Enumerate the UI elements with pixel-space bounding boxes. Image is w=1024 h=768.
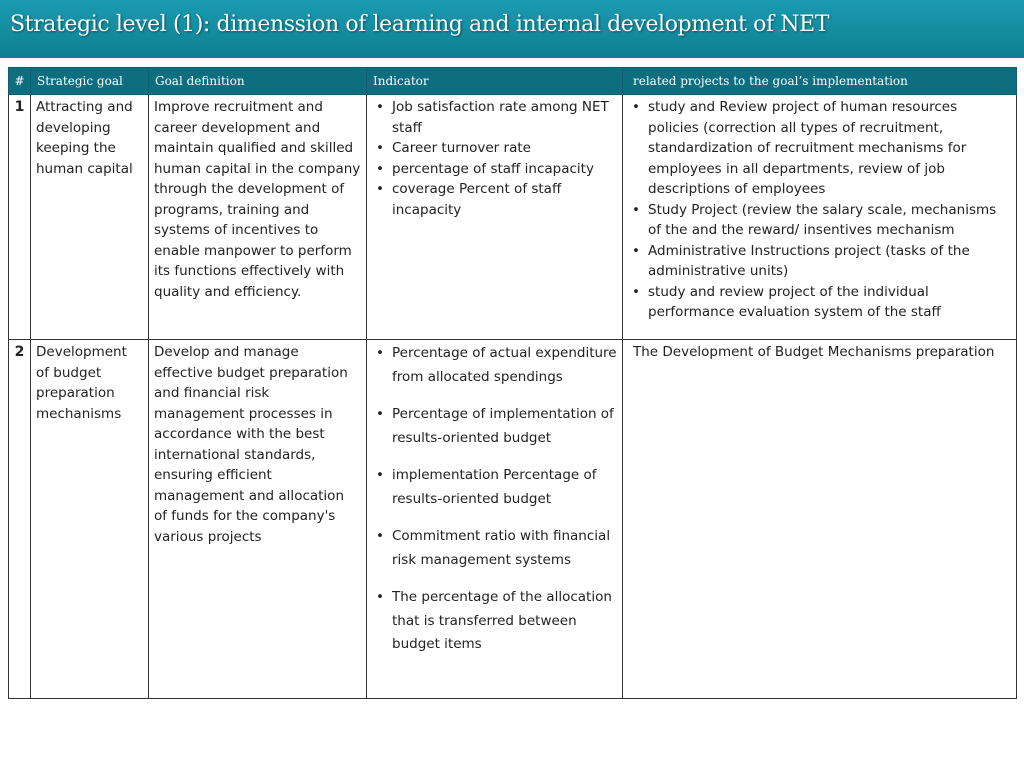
list-item: • implementation Percentage of results-oriented budget [372, 464, 617, 511]
strategic-goal-cell: Attracting and developing keeping the human capital [31, 95, 149, 340]
list-item: • Career turnover rate [372, 138, 617, 159]
table-header-row [9, 68, 1017, 95]
indicator-list [372, 97, 617, 220]
goal-definition-cell: Develop and manage effective budget preparation and financial risk management processes in accordance with the best international standards, ensuring efficient management and allocation of funds for the company's various projects [149, 340, 367, 699]
list-item: • Study Project (review the salary scale, mechanisms of the and the reward/ insentives mechanism [628, 200, 1011, 241]
list-item: • Administrative Instructions project (tasks of the administrative units) [628, 241, 1011, 282]
list-item: • coverage Percent of staff incapacity [372, 179, 617, 220]
header-strategic-goal: Strategic goal [31, 68, 149, 95]
related-projects-cell: The Development of Budget Mechanisms preparation [623, 340, 1017, 699]
table-row [9, 95, 1017, 340]
list-item: • Percentage of actual expenditure from allocated spendings [372, 342, 617, 389]
row-number: 2 [9, 340, 31, 699]
page-title: Strategic level (1): dimenssion of learning and internal development of NET [10, 12, 830, 37]
header-indicator: Indicator [367, 68, 623, 95]
list-item: • Percentage of implementation of results-oriented budget [372, 403, 617, 450]
list-item: • percentage of staff incapacity [372, 159, 617, 180]
title-bar [0, 0, 1024, 58]
list-item: • The percentage of the allocation that is transferred between budget items [372, 586, 617, 657]
list-item: • study and review project of the individual performance evaluation system of the staff [628, 282, 1011, 323]
list-item: • study and Review project of human resources policies (correction all types of recruitment, standardization of recruitment mechanisms for employees in all departments, review of job descriptions of employees [628, 97, 1011, 200]
project-list [628, 97, 1011, 323]
strategic-goal-cell: Development of budget preparation mechanisms [31, 340, 149, 699]
goal-definition-cell: Improve recruitment and career development and maintain qualified and skilled human capital in the company through the development of programs, training and systems of incentives to enable manpower to perform its functions effectively with quality and efficiency. [149, 95, 367, 340]
indicator-cell [367, 340, 623, 699]
list-item: • Job satisfaction rate among NET staff [372, 97, 617, 138]
header-related-projects: related projects to the goal’s implementation [623, 68, 1017, 95]
indicator-list [372, 342, 617, 657]
table-row [9, 340, 1017, 699]
header-goal-definition: Goal definition [149, 68, 367, 95]
strategy-table [8, 67, 1017, 699]
related-projects-cell [623, 95, 1017, 340]
header-number: # [9, 68, 31, 95]
list-item: • Commitment ratio with financial risk management systems [372, 525, 617, 572]
row-number: 1 [9, 95, 31, 340]
indicator-cell [367, 95, 623, 340]
